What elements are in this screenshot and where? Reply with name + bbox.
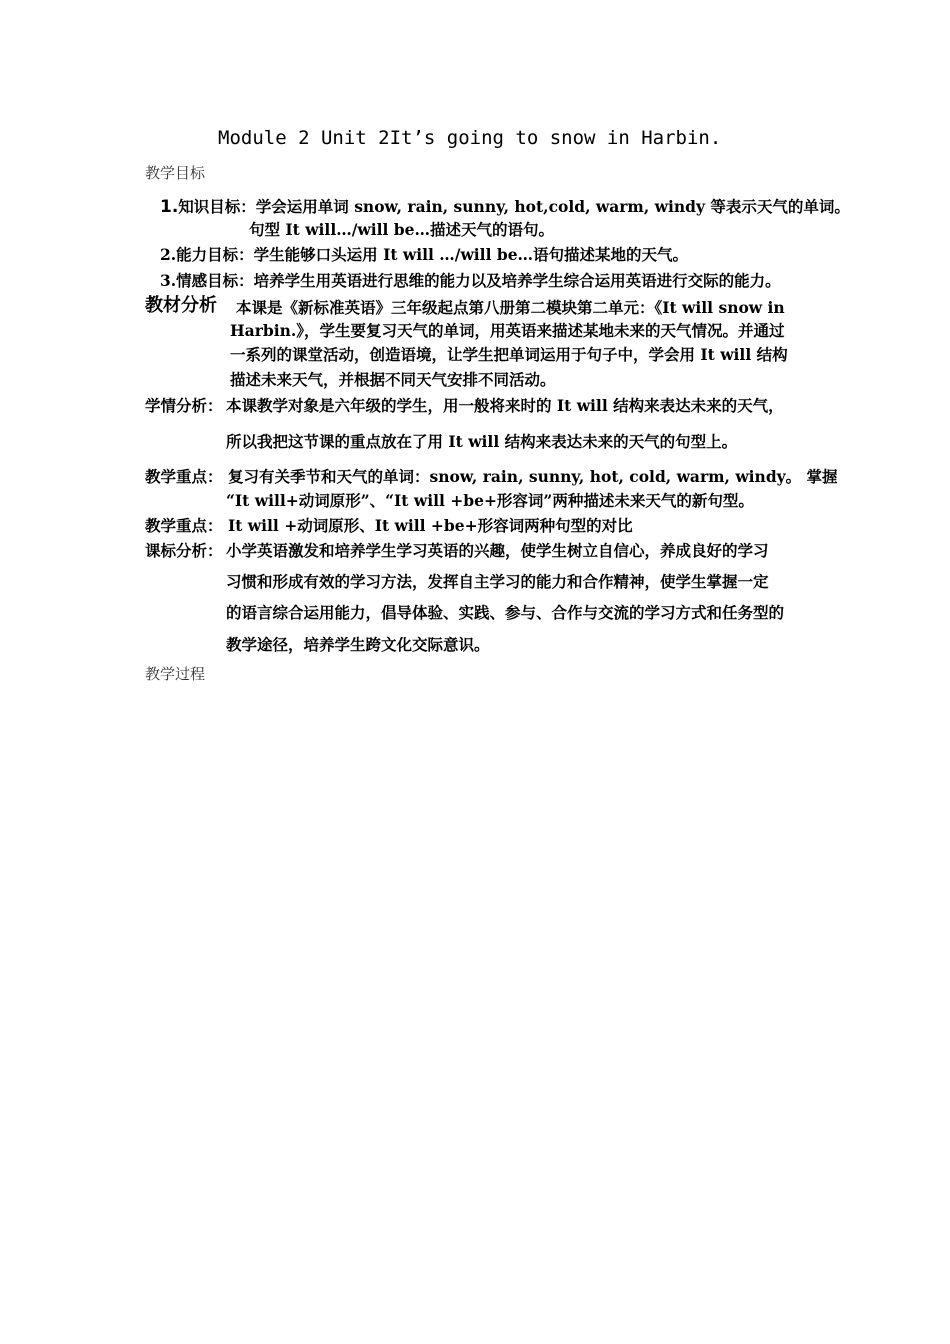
objectives-heading: 教学目标 [145,164,206,182]
curriculum-line-2: 习惯和形成有效的学习方法，发挥自主学习的能力和合作精神，使学生掌握一定 [226,572,769,591]
objective-1-line2: 句型 It will…/will be…描述天气的语句。 [249,220,554,239]
objective-1-number: 1. [160,197,179,217]
key-points-line-1: 复习有关季节和天气的单词：snow, rain, sunny, hot, cold, warm, windy。 掌握 [228,467,838,486]
textbook-line-2: Harbin.》，学生要复习天气的单词，用英语来描述某地未来的天气情况。并通过 [230,321,785,340]
textbook-label: 教材分析 [145,295,217,316]
key-points-line-2: “It will+动词原形”、“It will +be+形容词”两种描述未来天气的新句型。 [226,491,754,510]
objective-1 [160,196,850,218]
curriculum-line-1: 小学英语激发和培养学生学习英语的兴趣，使学生树立自信心，养成良好的学习 [226,541,769,560]
students-line-2: 所以我把这节课的重点放在了用 It will 结构来表达未来的天气的句型上。 [226,432,738,451]
process-heading: 教学过程 [145,665,206,683]
objective-2: 2.能力目标：学生能够口头运用 It will …/will be…语句描述某地的天气。 [160,245,689,264]
students-label: 学情分析： [145,396,223,415]
key-points-label: 教学重点： [145,467,223,486]
objective-3: 3.情感目标：培养学生用英语进行思维的能力以及培养学生综合运用英语进行交际的能力。 [160,271,781,290]
textbook-line-4: 描述未来天气，并根据不同天气安排不同活动。 [230,370,556,389]
objective-1-text: 知识目标：学会运用单词 snow, rain, sunny, hot,cold, warm, windy 等表示天气的单词。 [178,197,850,216]
curriculum-label: 课标分析： [145,541,223,560]
textbook-line-3: 一系列的课堂活动，创造语境，让学生把单词运用于句子中，学会用 It will 结构 [230,345,788,364]
document-title: Module 2 Unit 2It’s going to snow in Harbin. [218,127,722,149]
difficulty-label: 教学重点： [145,516,223,535]
curriculum-line-4: 教学途径，培养学生跨文化交际意识。 [226,635,490,654]
students-line-1: 本课教学对象是六年级的学生，用一般将来时的 It will 结构来表达未来的天气， [226,396,784,415]
difficulty-text: It will +动词原形、It will +be+形容词两种句型的对比 [228,516,633,535]
curriculum-line-3: 的语言综合运用能力，倡导体验、实践、参与、合作与交流的学习方式和任务型的 [226,603,785,622]
textbook-line-1: 本课是《新标准英语》三年级起点第八册第二模块第二单元：《It will snow in [236,298,785,317]
